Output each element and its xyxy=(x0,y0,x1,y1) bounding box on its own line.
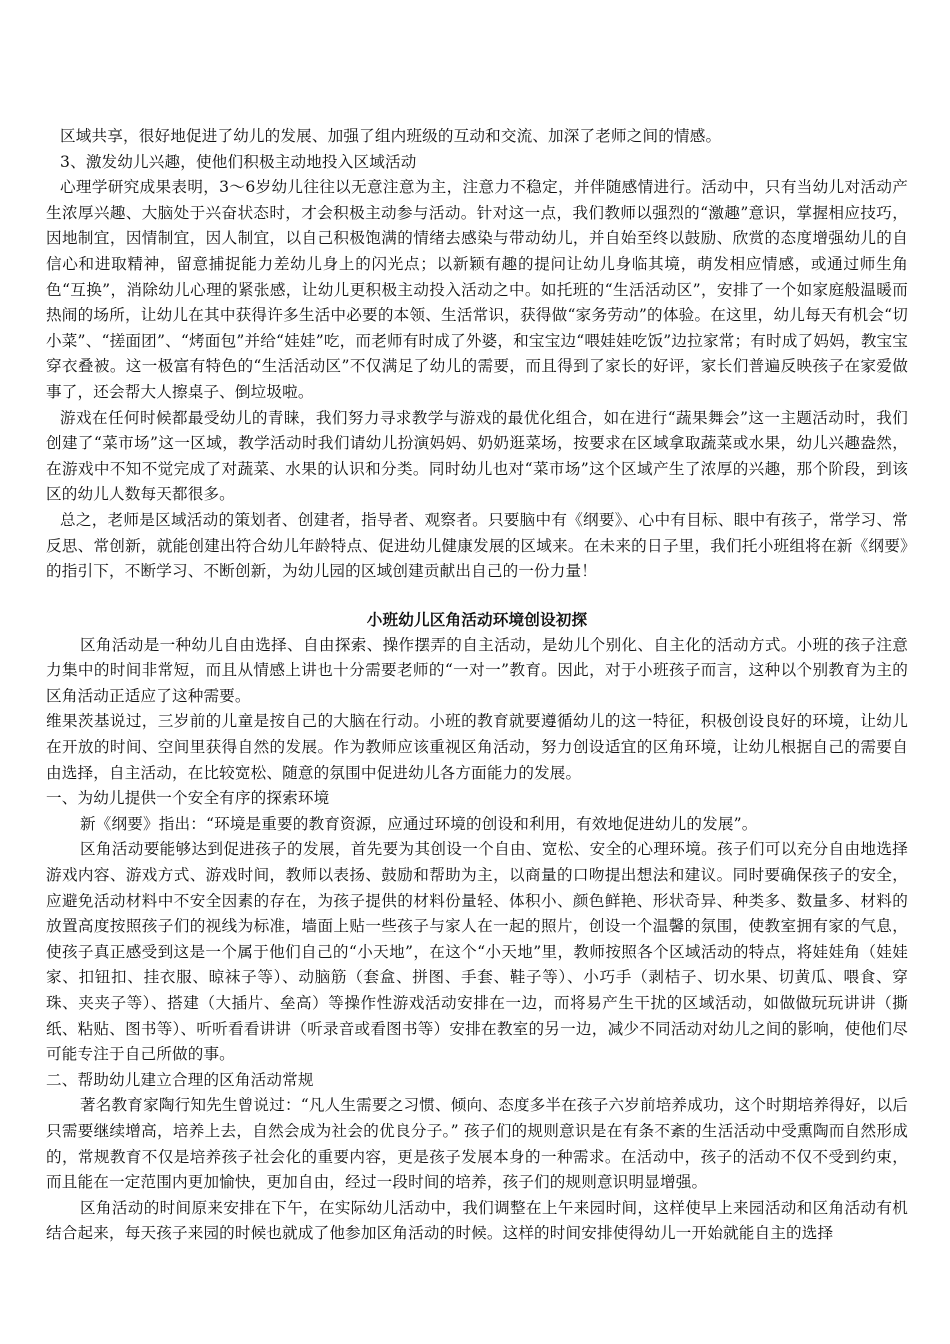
section-heading: 一、为幼儿提供一个安全有序的探索环境 xyxy=(46,789,330,808)
paragraph: 维果茨基说过，三岁前的儿童是按自己的大脑在行动。小班的教育就要遵循幼儿的这一特征，积极创设良好的环境，让幼儿在开放的时间、空间里获得自然的发展。作为教师应该重视区角活动，努力创设适宜的区角环境，让幼儿根据自己的需要自由选择，自主活动，在比较宽松、随意的氛围中促进幼儿各方面能力的发展。 xyxy=(46,712,908,782)
paragraph: 游戏在任何时候都最受幼儿的青睐，我们努力寻求教学与游戏的最优化组合，如在进行“蔬果舞会”这一主题活动时，我们创建了“菜市场”这一区域，教学活动时我们请幼儿扮演妈妈、奶奶逛菜场，按要求在区域拿取蔬菜或水果，幼儿兴趣盎然，在游戏中不知不觉完成了对蔬菜、水果的认识和分类。同时幼儿也对“菜市场”这个区域产生了浓厚的兴趣，那个阶段，到该区的幼儿人数每天都很多。 xyxy=(46,408,908,504)
paragraph: 总之，老师是区域活动的策划者、创建者，指导者、观察者。只要脑中有《纲要》、心中有目标、眼中有孩子，常学习、常反思、常创新，就能创建出符合幼儿年龄特点、促进幼儿健康发展的区域来。在未来的日子里，我们托小班组将在新《纲要》的指引下，不断学习、不断创新，为幼儿园的区域创建贡献出自己的一份力量！ xyxy=(46,510,908,581)
section-heading: 3、激发幼儿兴趣，使他们积极主动地投入区域活动 xyxy=(60,152,417,171)
paragraph: 著名教育家陶行知先生曾说过：“凡人生需要之习惯、倾向、态度多半在孩子六岁前培养成功，这个时期培养得好，以后只需要继续增高，培养上去，自然会成为社会的优良分子。” 孩子们的规则意识是在有条不紊的生活活动中受熏陶而自然形成的，常规教育不仅是培养孩子社会化的重要内容，更是孩子发展本身的一种需求。在活动中，孩子的活动不仅不受到约束，而且能在一定范围内更加愉快，更加自由，经过一段时间的培养，孩子们的规则意识明显增强。 xyxy=(46,1096,908,1192)
paragraph: 心理学研究成果表明，3～6岁幼儿往往以无意注意为主，注意力不稳定，并伴随感情进行。活动中，只有当幼儿对活动产生浓厚兴趣、大脑处于兴奋状态时，才会积极主动参与活动。针对这一点，我们教师以强烈的“激趣”意识，掌握相应技巧，因地制宜，因情制宜，因人制宜，以自己积极饱满的情绪去感染与带动幼儿，并自始至终以鼓励、欣赏的态度增强幼儿的自信心和进取精神，留意捕捉能力差幼儿身上的闪光点；以新颖有趣的提问让幼儿身临其境，萌发相应情感，或通过师生角色“互换”，消除幼儿心理的紧张感，让幼儿更积极主动投入活动之中。如托班的“生活活动区”，安排了一个如家庭般温暖而热闹的场所，让幼儿在其中获得许多生活中必要的本领、生活常识，获得做“家务劳动”的体验。在这里，幼儿每天有机会“切小菜”、“搓面团”、“烤面包”并给“娃娃”吃，而老师有时成了外婆，和宝宝边“喂娃娃吃饭”边拉家常；有时成了妈妈，教宝宝穿衣叠被。这一极富有特色的“生活活动区”不仅满足了幼儿的需要，而且得到了家长的好评，家长们普遍反映孩子在家爱做事了，还会帮大人擦桌子、倒垃圾啦。 xyxy=(46,178,908,401)
section-heading: 二、帮助幼儿建立合理的区角活动常规 xyxy=(46,1070,314,1089)
paragraph: 区角活动的时间原来安排在下午，在实际幼儿活动中，我们调整在上午来园时间，这样使早上来园活动和区角活动有机结合起来，每天孩子来园的时候也就成了他参加区角活动的时候。这样的时间安排使得幼儿一开始就能自主的选择 xyxy=(46,1198,908,1243)
paragraph: 区角活动要能够达到促进孩子的发展，首先要为其创设一个自由、宽松、安全的心理环境。孩子们可以充分自由地选择游戏内容、游戏方式、游戏时间，教师以表扬、鼓励和帮助为主，以商量的口吻提出想法和建议。同时要确保孩子的安全，应避免活动材料中不安全因素的存在，为孩子提供的材料份量轻、体积小、颜色鲜艳、形状奇异、种类多、数量多、材料的放置高度按照孩子们的视线为标准，墙面上贴一些孩子与家人在一起的照片，创设一个温馨的氛围，使教室拥有家的气息，使孩子真正感受到这是一个属于他们自己的“小天地”，在这个“小天地”里，教师按照各个区域活动的特点，将娃娃角（娃娃家、扣钮扣、挂衣服、晾袜子等）、动脑筋（套盒、拼图、手套、鞋子等）、小巧手（剥桔子、切水果、切黄瓜、喂食、穿珠、夹夹子等）、搭建（大插片、垒高）等操作性游戏活动安排在一边，而将易产生干扰的区域活动，如做做玩玩讲讲（撕纸、粘贴、图书等）、听听看看讲讲（听录音或看图书等）安排在教室的另一边，减少不同活动对幼儿之间的影响，使他们尽可能专注于自己所做的事。 xyxy=(46,840,908,1064)
document-body xyxy=(46,124,908,1247)
paragraph: 区域共享，很好地促进了幼儿的发展、加强了组内班级的互动和交流、加深了老师之间的情感。 xyxy=(60,127,722,145)
paragraph: 新《纲要》指出：“环境是重要的教育资源，应通过环境的创设和利用，有效地促进幼儿的发展”。 xyxy=(80,814,758,833)
article-title: 小班幼儿区角活动环境创设初探 xyxy=(366,609,588,629)
paragraph: 区角活动是一种幼儿自由选择、自由探索、操作摆弄的自主活动，是幼儿个别化、自主化的活动方式。小班的孩子注意力集中的时间非常短，而且从情感上讲也十分需要老师的“一对一”教育。因此，对于小班孩子而言，这种以个别教育为主的区角活动正适应了这种需要。 xyxy=(46,635,908,705)
